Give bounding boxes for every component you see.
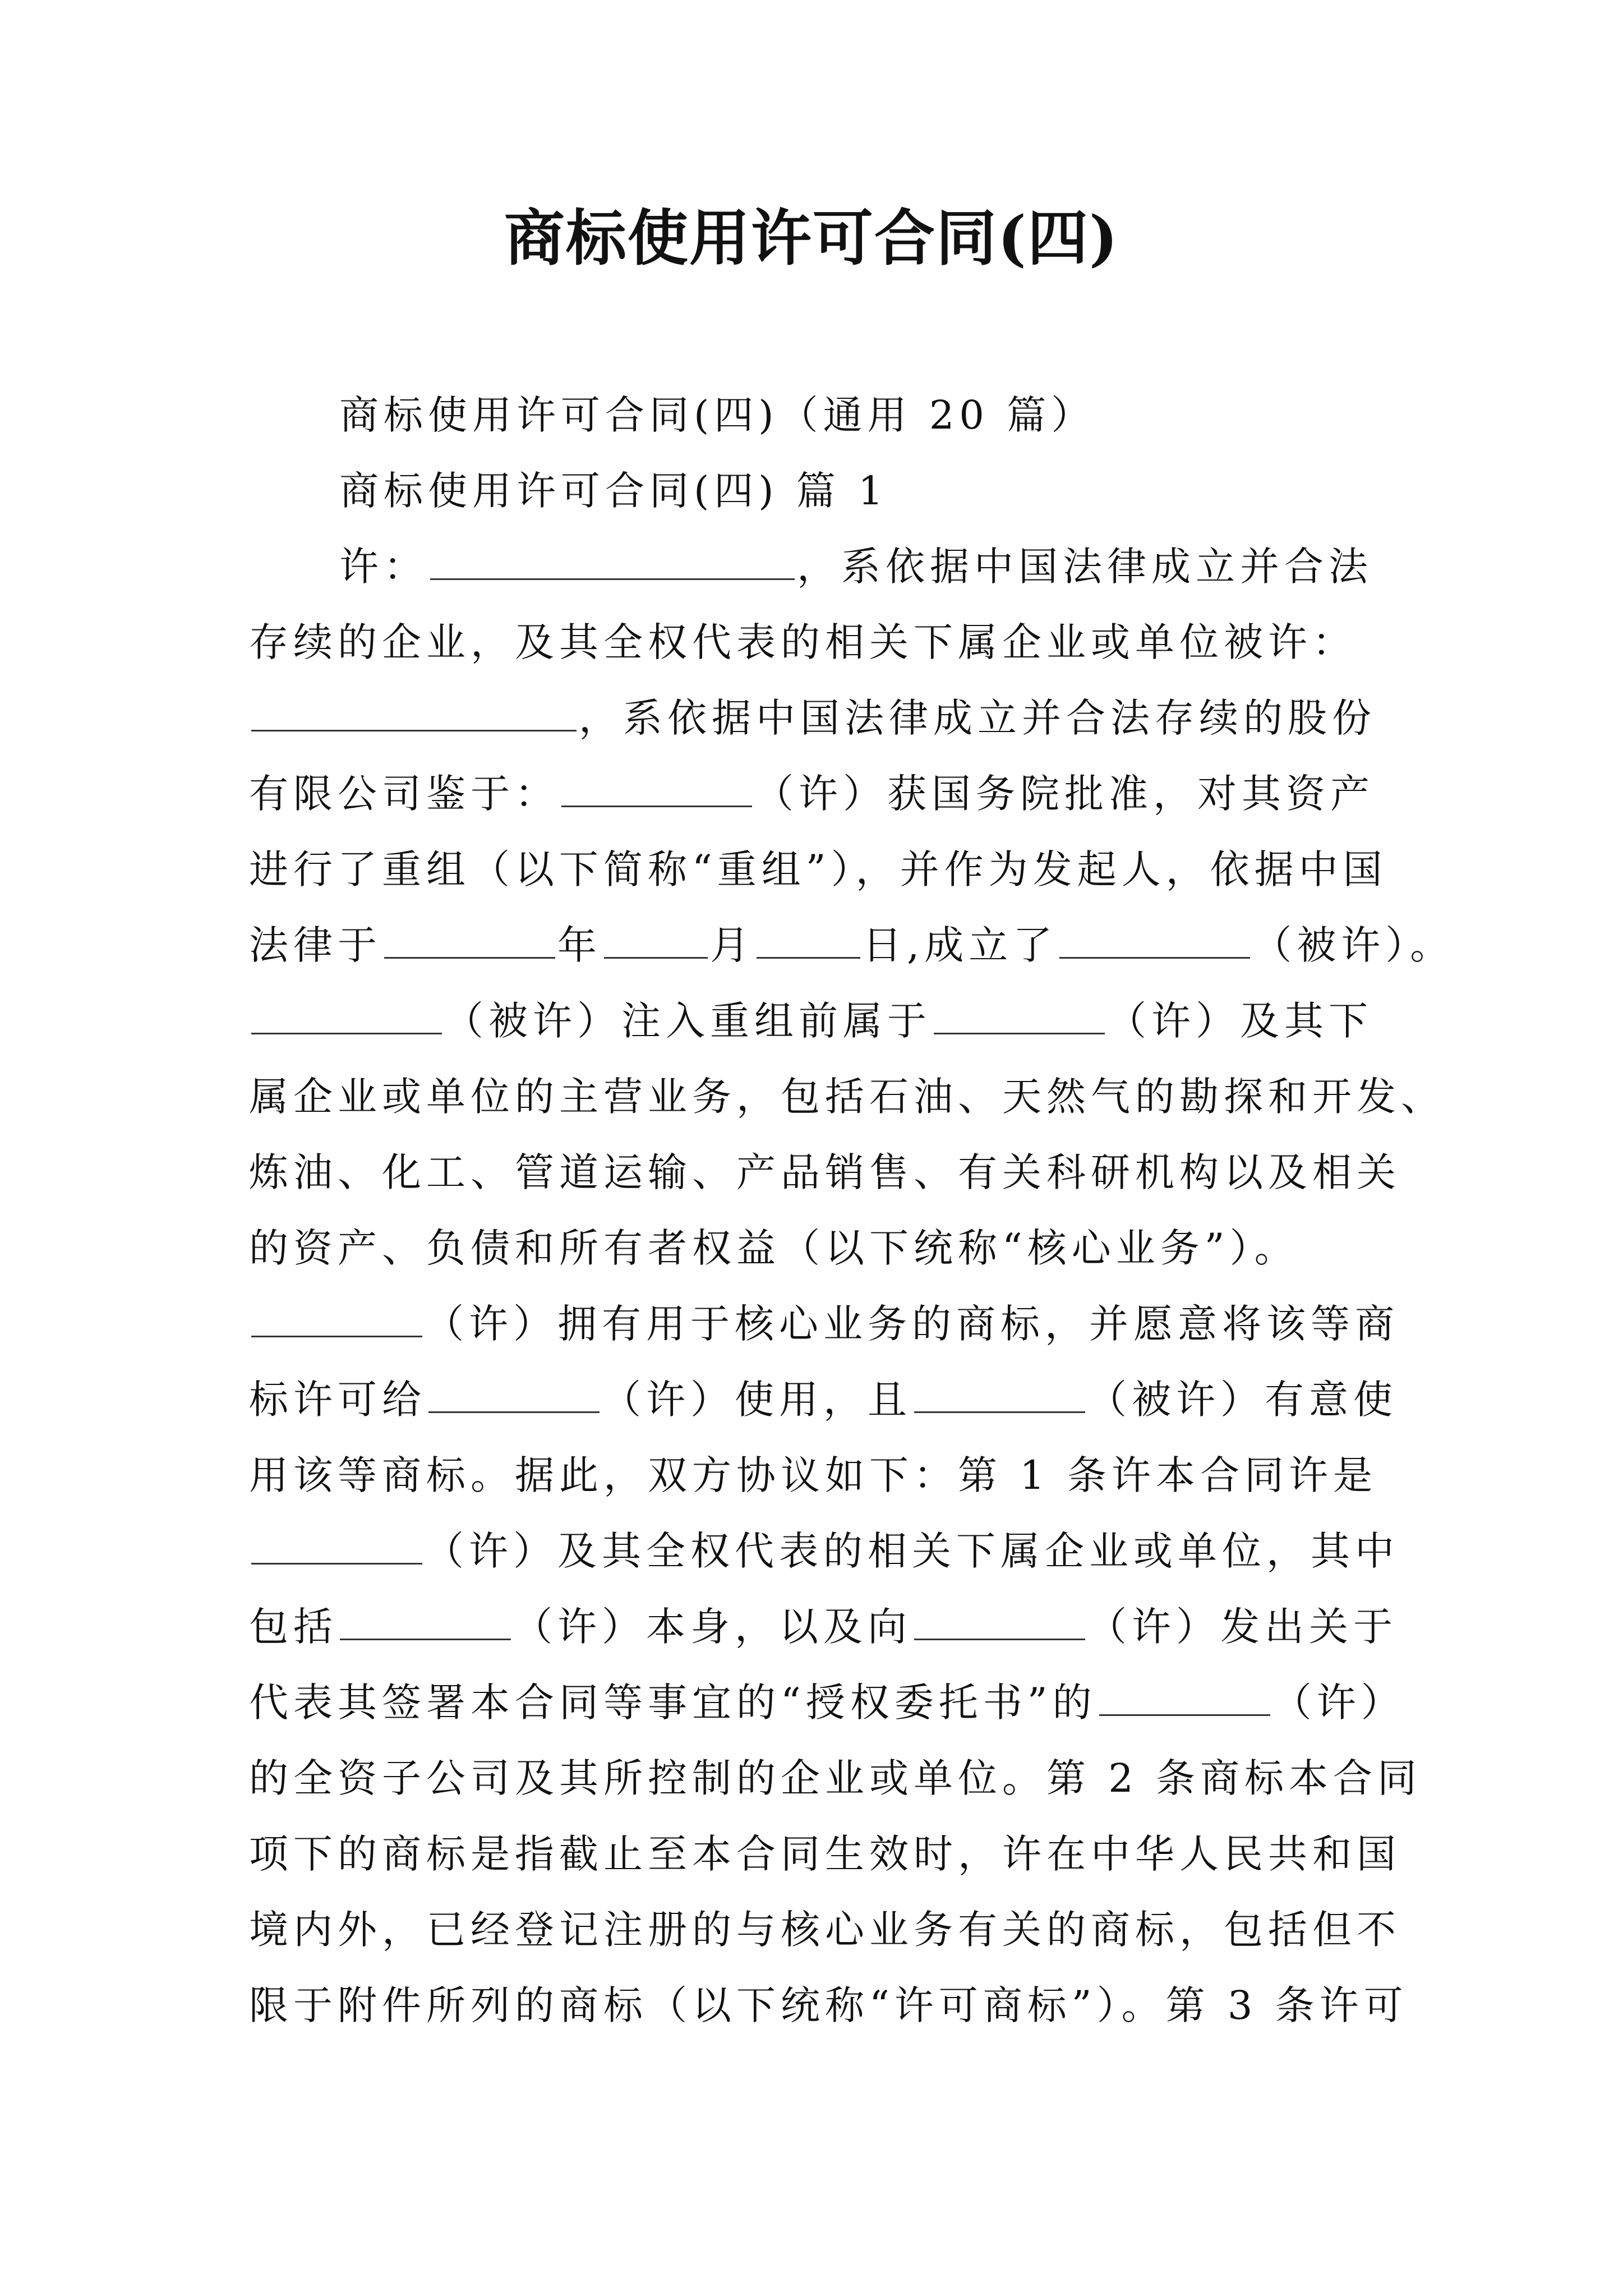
- body-line: 代表其签署本合同等事宜的“授权委托书”的 （许）: [249, 1674, 1393, 1731]
- body-line: （许）及其全权代表的相关下属企业或单位，其中: [249, 1523, 1393, 1579]
- body-line: 有限公司鉴于： （许）获国务院批准，对其资产: [249, 766, 1393, 822]
- blank-field: [384, 919, 555, 959]
- blank-field: [340, 1600, 511, 1640]
- body-line: 项下的商标是指截止至本合同生效时，许在中华人民共和国: [249, 1831, 1401, 1877]
- blank-field: [251, 1297, 422, 1337]
- blank-field: [428, 1373, 600, 1413]
- blank-field: [1099, 1676, 1270, 1716]
- blank-field: [934, 995, 1105, 1034]
- blank-field: [251, 995, 442, 1034]
- body-line: 存续的企业，及其全权代表的相关下属企业或单位被许：: [249, 619, 1357, 665]
- body-line: 许： ，系依据中国法律成立并合法: [339, 539, 1483, 595]
- blank-field: [561, 767, 752, 807]
- body-line: 限于附件所列的商标（以下统称“许可商标”）。第 3 条许可: [249, 1982, 1408, 2028]
- blank-field: [757, 919, 860, 959]
- body-line: 标许可给 （许）使用，且 （被许）有意使: [249, 1372, 1393, 1428]
- document-title: 商标使用许可合同(四): [504, 203, 1119, 274]
- body-line: （许）拥有用于核心业务的商标，并愿意将该等商: [249, 1296, 1393, 1352]
- body-line: 进行了重组（以下简称“重组”），并作为发起人，依据中国: [249, 846, 1387, 892]
- blank-field: [914, 1600, 1085, 1640]
- blank-field: [251, 1525, 422, 1565]
- blank-field: [251, 692, 577, 731]
- body-line: 法律于 年 月 日,成立了 （被许）。: [249, 917, 1393, 973]
- body-line: 包括 （许）本身，以及向 （许）发出关于: [249, 1599, 1393, 1655]
- section-heading: 商标使用许可合同(四) 篇 1: [339, 468, 888, 514]
- blank-field: [604, 919, 708, 959]
- body-line: 用该等商标。据此，双方协议如下：第 1 条许本合同许是: [249, 1452, 1378, 1498]
- blank-field: [914, 1373, 1085, 1413]
- blank-field: [430, 540, 795, 580]
- body-line: 的全资子公司及其所控制的企业或单位。第 2 条商标本合同: [249, 1755, 1422, 1801]
- blank-field: [1059, 919, 1250, 959]
- body-line: 的资产、负债和所有者权益（以下统称“核心业务”）。: [249, 1225, 1299, 1271]
- document-subtitle: 商标使用许可合同(四)（通用 20 篇）: [339, 392, 1096, 438]
- body-line: 属企业或单位的主营业务，包括石油、天然气的勘探和开发、: [249, 1074, 1445, 1120]
- body-line: 境内外，已经登记注册的与核心业务有关的商标，包括但不: [249, 1907, 1401, 1953]
- body-line: 炼油、化工、管道运输、产品销售、有关科研机构以及相关: [249, 1149, 1401, 1195]
- body-line: （被许）注入重组前属于 （许）及其下: [249, 993, 1393, 1049]
- body-line: ，系依据中国法律成立并合法存续的股份: [249, 690, 1393, 746]
